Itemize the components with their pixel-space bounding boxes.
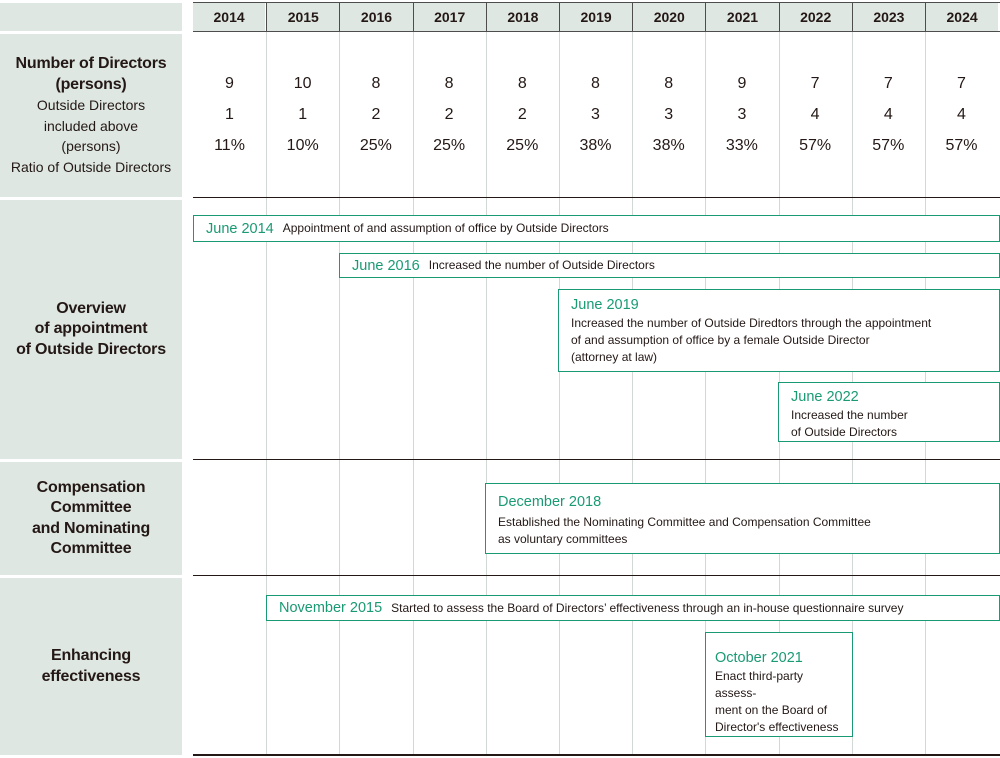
header-column-divider	[705, 3, 706, 31]
total-directors-value: 8	[517, 75, 527, 92]
year-header-cell: 2016	[340, 3, 412, 31]
separator-directors-bottom	[193, 197, 1000, 198]
event-description: Increased the number of Outside Directors	[428, 258, 655, 272]
separator-table-bottom	[193, 754, 1000, 756]
outside-directors-value: 1	[225, 106, 234, 123]
header-column-divider	[632, 3, 633, 31]
effectiveness-label-line: effectiveness	[41, 667, 141, 685]
year-header-cell: 2014	[193, 3, 265, 31]
ratio-value: 25%	[506, 137, 539, 154]
committee-label-line: Committee	[50, 540, 132, 557]
outside-directors-value: 2	[517, 106, 527, 123]
total-directors-value: 7	[883, 75, 893, 92]
total-directors-value: 8	[664, 75, 674, 92]
committee-label-line: and Nominating	[31, 519, 151, 537]
outside-directors-value: 2	[444, 106, 454, 123]
ratio-value: 38%	[579, 137, 612, 154]
outside-directors-value: 2	[371, 106, 381, 123]
separator-committee-bottom	[193, 575, 1000, 576]
event-date: June 2019	[571, 297, 639, 313]
committee-row-label	[0, 462, 182, 575]
event-date: June 2022	[791, 389, 859, 405]
overview-label-line: of appointment	[34, 320, 148, 338]
event-description: Started to assess the Board of Directors’ effectiveness through an in-house questionnaire survey	[391, 600, 904, 615]
event-description: Appointment of and assumption of office by Outside Directors	[282, 221, 609, 235]
event-description-line: ment on the Board of	[715, 703, 828, 717]
header-column-divider	[779, 3, 780, 31]
ratio-value: 57%	[872, 137, 905, 154]
event-june-2014	[193, 215, 1000, 242]
directors-label-line: Number of Directors	[15, 55, 167, 72]
event-date: December 2018	[498, 494, 602, 510]
event-description-line: of and assumption of office by a female Outside Director	[571, 333, 870, 347]
year-header-cell: 2021	[706, 3, 778, 31]
year-header-cell: 2024	[926, 3, 998, 31]
event-date: June 2016	[352, 257, 420, 274]
outside-directors-value: 4	[957, 106, 966, 123]
event-description-line: of Outside Directors	[791, 425, 898, 439]
event-description-line: Increased the number	[791, 408, 908, 422]
outside-directors-label-line: Outside Directors	[36, 97, 146, 113]
outside-directors-value: 3	[591, 106, 600, 123]
event-june-2019	[558, 289, 1000, 372]
total-directors-value: 10	[293, 75, 312, 92]
event-description-line: Established the Nominating Committee and Compensation Committee	[498, 515, 871, 529]
header-column-divider	[413, 3, 414, 31]
ratio-value: 33%	[725, 137, 758, 154]
event-description-line: Director's effectiveness	[715, 720, 839, 734]
ratio-value: 57%	[799, 137, 832, 154]
outside-directors-value: 3	[737, 106, 747, 123]
event-date: November 2015	[279, 600, 383, 616]
header-column-divider	[925, 3, 926, 31]
header-column-divider	[266, 3, 267, 31]
year-header-cell: 2022	[780, 3, 852, 31]
year-header-cell: 2020	[633, 3, 705, 31]
committee-label-line: Committee	[50, 499, 132, 516]
separator-overview-bottom	[193, 459, 1000, 460]
total-directors-value: 9	[225, 75, 234, 92]
total-directors-value: 8	[371, 75, 381, 92]
header-column-divider	[486, 3, 487, 31]
total-directors-value: 7	[957, 75, 966, 92]
event-november-2015	[266, 595, 1000, 621]
header-column-divider	[559, 3, 560, 31]
header-column-divider	[852, 3, 853, 31]
event-june-2022	[778, 382, 1000, 442]
event-october-2021	[705, 632, 853, 737]
overview-label-line: of Outside Directors	[16, 340, 166, 358]
event-description-line: Increased the number of Outside Diredtors through the appointment	[571, 316, 932, 330]
directors-label-line: (persons)	[55, 75, 127, 93]
overview-row-label	[0, 200, 182, 459]
event-description-line: (attorney at law)	[571, 350, 658, 364]
effectiveness-label-line: Enhancing	[51, 647, 131, 664]
year-header-cell: 2017	[414, 3, 486, 31]
directors-row-label	[0, 54, 182, 177]
overview-label-line: Overview	[56, 299, 126, 317]
event-june-2016	[339, 253, 1000, 278]
header-bottom-rule	[193, 31, 1000, 32]
ratio-value: 25%	[433, 137, 466, 154]
event-date: October 2021	[715, 650, 803, 666]
year-header-cell: 2015	[267, 3, 339, 31]
header-column-divider	[339, 3, 340, 31]
total-directors-value: 9	[737, 75, 747, 92]
ratio-value: 57%	[945, 137, 978, 154]
ratio-value: 10%	[286, 137, 319, 154]
ratio-value: 25%	[359, 137, 392, 154]
event-date: June 2014	[206, 220, 274, 237]
ratio-label: Ratio of Outside Directors	[10, 158, 172, 175]
outside-directors-value: 1	[298, 106, 308, 123]
ratio-value: 38%	[652, 137, 685, 154]
event-december-2018	[485, 483, 1000, 554]
committee-label-line: Compensation	[36, 478, 146, 496]
ratio-value: 11%	[214, 137, 245, 154]
header-top-rule	[193, 2, 1000, 3]
outside-directors-value: 3	[664, 106, 674, 123]
label-column-header-bg	[0, 3, 182, 31]
total-directors-value: 8	[444, 75, 454, 92]
total-directors-value: 8	[591, 75, 600, 92]
effectiveness-row-label	[0, 578, 182, 755]
event-description-line: Enact third-party assess-	[715, 669, 804, 700]
outside-directors-value: 4	[883, 106, 893, 123]
year-header-cell: 2023	[853, 3, 925, 31]
event-description-line: as voluntary committees	[498, 532, 628, 546]
outside-directors-value: 4	[810, 106, 820, 123]
outside-directors-label-line: (persons)	[61, 138, 121, 154]
year-header-cell: 2019	[560, 3, 632, 31]
outside-directors-label-line: included above	[43, 117, 139, 134]
total-directors-value: 7	[810, 75, 820, 92]
year-header-cell: 2018	[487, 3, 559, 31]
